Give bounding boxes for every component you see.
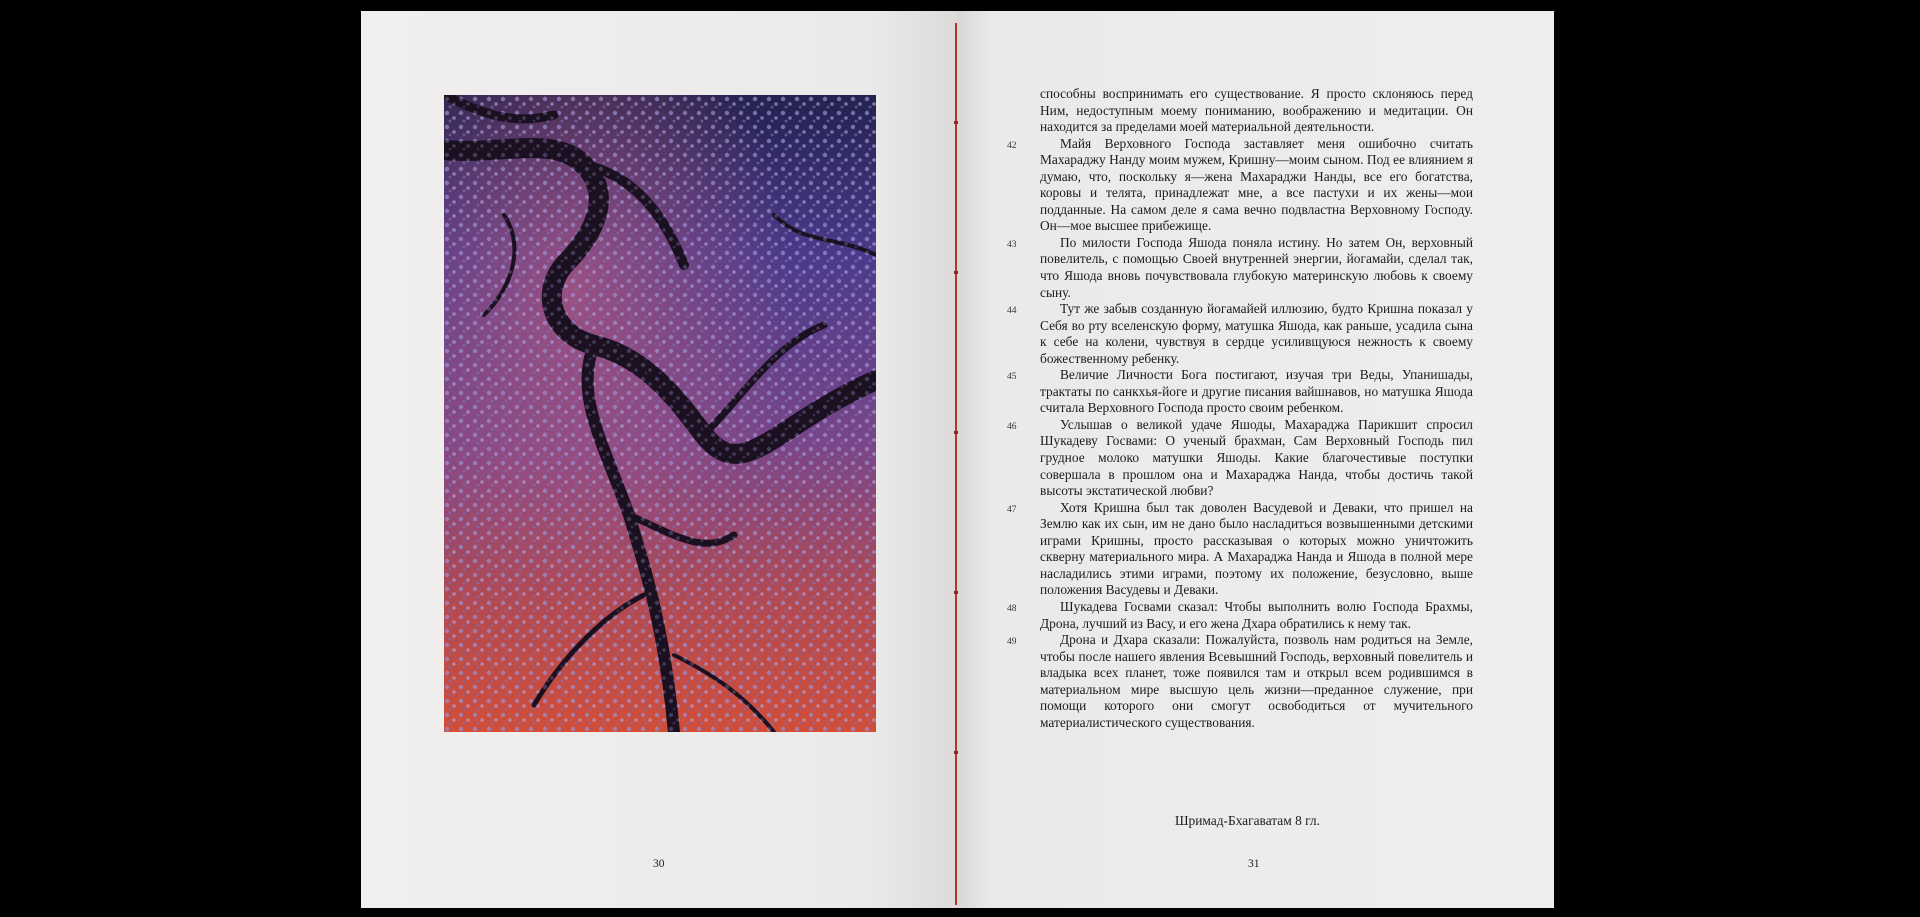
verse-number: 47 — [1007, 504, 1017, 515]
verse-text-block — [1007, 86, 1473, 731]
verse-number: 44 — [1007, 306, 1017, 317]
verse-text: По милости Господа Яшода поняла истину. Но затем Он, верховный повелитель, с помощью Своей внутренней энергии, йогамайи, сделал так, что Яшода вновь почувствовала глубокую материнскую любовь к своему сыну. — [1040, 234, 1473, 300]
verse-number: 42 — [1007, 140, 1017, 151]
verse-number: 48 — [1007, 603, 1017, 614]
binding-stitch — [954, 591, 958, 594]
binding-stitch — [954, 751, 958, 754]
page-number-right: 31 — [1248, 858, 1260, 870]
cherry-blossom-photo — [444, 95, 876, 732]
verse-45 — [1007, 367, 1473, 417]
verse-text: Тут же забыв созданную йогамайей иллюзию, будто Кришна показал у Себя во рту вселенскую форму, матушка Яшода, как раньше, усадила сына к себе на колени, чувствуя в сердце усиливщуюся нежность к своему божественному ребенку. — [1040, 301, 1473, 366]
verse-text: Шукадева Госвами сказал: Чтобы выполнить волю Господа Брахмы, Дрона, лучший из Васу, и его жена Дхара обратились к нему так. — [1040, 598, 1473, 631]
verse-text: Майя Верховного Господа заставляет меня ошибочно считать Махараджу Нанду моим мужем, Кришну—моим сыном. Под ее влиянием я думаю, что, поскольку я—жена Махараджи Нанды, все его богатства, коровы и телята, принадлежат мне, а все пастухи и их жены—мои подданные. На самом деле я сама вечно подвластна Верховному Господу. Он—мое высшее прибежище. — [1040, 135, 1473, 234]
running-footer-title: Шримад-Бхагаватам 8 гл. — [1175, 813, 1320, 828]
page-number-left: 30 — [653, 858, 665, 870]
verse-42 — [1007, 135, 1473, 235]
verse-number: 49 — [1007, 637, 1017, 648]
binding-stitch — [954, 271, 958, 274]
verse-text: способны воспринимать его существование. Я просто склоняюсь перед Ним, недоступным моему пониманию, воображению и медитации. Он находится за пределами моей материальной деятельности. — [1040, 86, 1473, 135]
verse-text: Величие Личности Бога постигают, изучая три Веды, Упанишады, трактаты по санкхья-йоге и другие писания вайшнавов, но матушка Яшода считала Верховного Господа просто своим ребенком. — [1040, 367, 1473, 416]
verse-43 — [1007, 234, 1473, 301]
verse-47 — [1007, 499, 1473, 599]
binding-stitch — [954, 121, 958, 124]
left-page — [361, 11, 957, 908]
verse-49 — [1007, 632, 1473, 731]
verse-44 — [1007, 301, 1473, 367]
verse-text: Услышав о великой удаче Яшоды, Махараджа Парикшит спросил Шукадеву Госвами: О ученый брахман, Сам Верховный Господь пил грудное молоко матушки Яшоды. Какие благочестивые поступки совершала в прошлом она и Махараджа Нанда, чтобы достичь такой высоты экстатической любви? — [1040, 416, 1473, 499]
verse-text: Хотя Кришна был так доволен Васудевой и Деваки, что пришел на Землю как их сын, им не дано было насладиться возвышенными детскими играми Кришны, просто рассказывая о которых можно уничтожить скверну материального мира. А Махараджа Нанда и Яшода в полной мере насладились этими играми, поэтому их положение, безусловно, выше положения Васудевы и Деваки. — [1040, 499, 1473, 598]
binding-stitch — [954, 431, 958, 434]
verse-text: Дрона и Дхара сказали: Пожалуйста, позволь нам родиться на Земле, чтобы после нашего явления Всевышний Господь, верховный повелитель и владыка всех планет, тоже появился там и открыл всем родившимся в материальном мире высшую цель жизни—преданное служение, при помощи которого они смогут освободиться от мучительного материалистического существования. — [1040, 632, 1473, 730]
verse-continuation — [1040, 86, 1473, 136]
verse-number: 43 — [1007, 239, 1017, 250]
verse-48 — [1007, 598, 1473, 632]
verse-46 — [1007, 416, 1473, 500]
verse-number: 46 — [1007, 421, 1017, 432]
book-spread — [361, 11, 1554, 908]
verse-number: 45 — [1007, 372, 1017, 383]
binding-thread — [955, 23, 957, 905]
